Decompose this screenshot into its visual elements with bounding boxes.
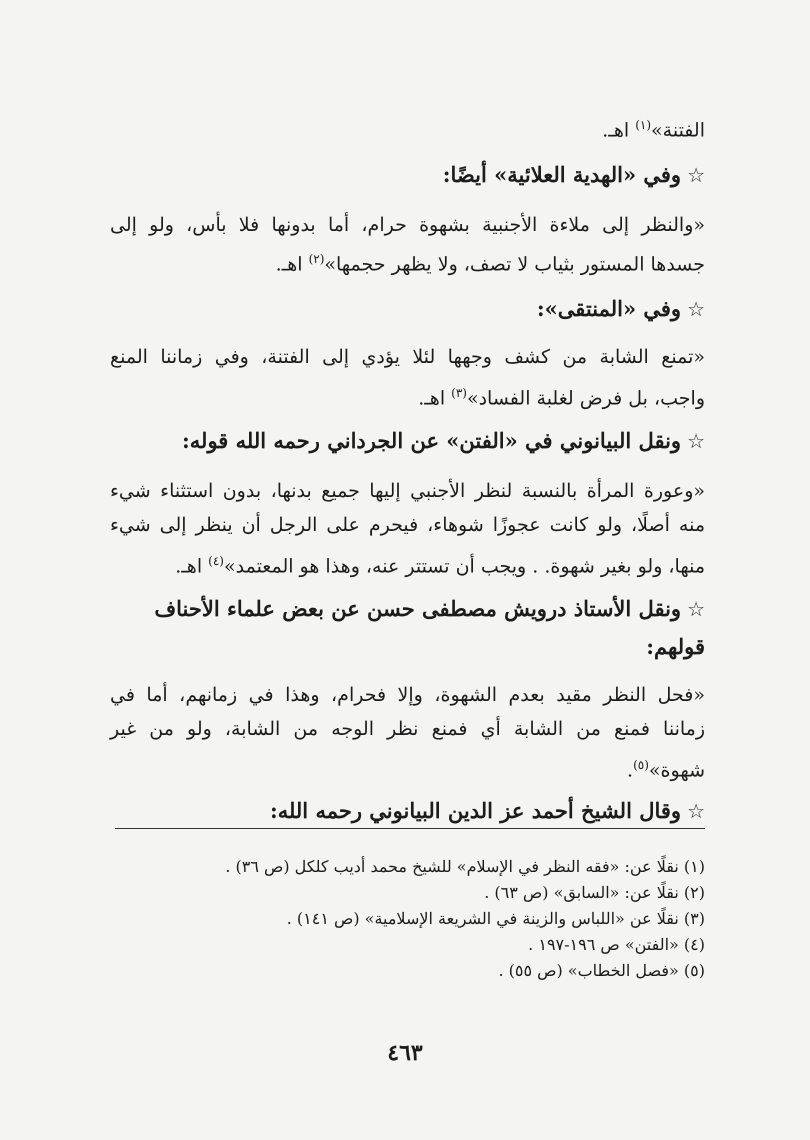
star-icon: ☆ bbox=[687, 163, 705, 187]
quote-3-line-3: منها، ولو بغير شهوة. . ويجب أن تستتر عنه، وهذا هو المعتمد»$^{(٤)}$ اهـ. bbox=[175, 554, 705, 578]
quote-2-line-2: واجب، بل فرض لغلبة الفساد»$^{(٣)}$ اهـ. bbox=[418, 386, 705, 410]
section-heading-2: ☆وفي «المنتقى»: bbox=[536, 296, 705, 321]
quote-4-line-3: شهوة»$^{(٥)}$. bbox=[627, 758, 705, 782]
section-heading-4-line-2: قولهم: bbox=[646, 634, 705, 659]
quote-2-line-1: «تمنع الشابة من كشف وجهها لئلا يؤدي إلى الفتنة، وفي زماننا المنع bbox=[110, 346, 705, 368]
footnote-5: (٥) «فصل الخطاب» (ص ٥٥) . bbox=[498, 961, 705, 980]
section-heading-4: ☆ونقل الأستاذ درويش مصطفى حسن عن بعض علماء الأحناف bbox=[154, 596, 705, 621]
section-heading-3: ☆ونقل البيانوني في «الفتن» عن الجرداني رحمه الله قوله: bbox=[182, 428, 705, 453]
quote-3-line-2: منه أصلًا، ولو كانت عجوزًا شوهاء، فيحرم على الرجل أن ينظر إلى شيء bbox=[110, 514, 705, 536]
footnote-ref: (٣) bbox=[451, 386, 467, 400]
quote-1-line-2: جسدها المستور بثياب لا تصف، ولا يظهر حجمها»$^{(٢)}$ اهـ. bbox=[275, 252, 705, 276]
footnote-divider bbox=[115, 828, 705, 829]
footnote-3: (٣) نقلًا عن «اللباس والزينة في الشريعة الإسلامية» (ص ١٤١) . bbox=[286, 909, 705, 928]
star-icon: ☆ bbox=[687, 297, 705, 321]
quote-1-line-1: «والنظر إلى ملاءة الأجنبية بشهوة حرام، أما بدونها فلا بأس، ولو إلى bbox=[110, 214, 705, 236]
footnote-4: (٤) «الفتن» ص ١٩٦-١٩٧ . bbox=[528, 935, 705, 954]
section-heading-1: ☆وفي «الهدية العلائية» أيضًا: bbox=[442, 162, 705, 187]
quote-4-line-2: زماننا فمنع من الشابة أي فمنع نظر الوجه من الشابة، ولو من غير bbox=[110, 718, 705, 740]
page-number: ٤٦٣ bbox=[387, 1040, 423, 1066]
footnote-1: (١) نقلًا عن: «فقه النظر في الإسلام» للشيخ محمد أديب كلكل (ص ٣٦) . bbox=[225, 857, 705, 876]
star-icon: ☆ bbox=[687, 429, 705, 453]
star-icon: ☆ bbox=[687, 597, 705, 621]
section-heading-5: ☆وقال الشيخ أحمد عز الدين البيانوني رحمه الله: bbox=[269, 798, 705, 823]
footnote-2: (٢) نقلًا عن: «السابق» (ص ٦٣) . bbox=[484, 883, 705, 902]
quote-3-line-1: «وعورة المرأة بالنسبة لنظر الأجنبي إليها جميع بدنها، بدون استثناء شيء bbox=[110, 480, 705, 502]
footnote-ref: (٤) bbox=[208, 554, 224, 568]
star-icon: ☆ bbox=[687, 799, 705, 823]
quote-4-line-1: «فحل النظر مقيد بعدم الشهوة، وإلا فحرام، وهذا في زمانهم، أما في bbox=[110, 684, 705, 706]
footnote-ref: (٥) bbox=[633, 758, 649, 772]
continuation-line: الفتنة»$^{(١)}$ اهـ. bbox=[602, 118, 705, 142]
footnote-ref: (١) bbox=[635, 118, 652, 132]
footnote-ref: (٢) bbox=[308, 252, 325, 266]
